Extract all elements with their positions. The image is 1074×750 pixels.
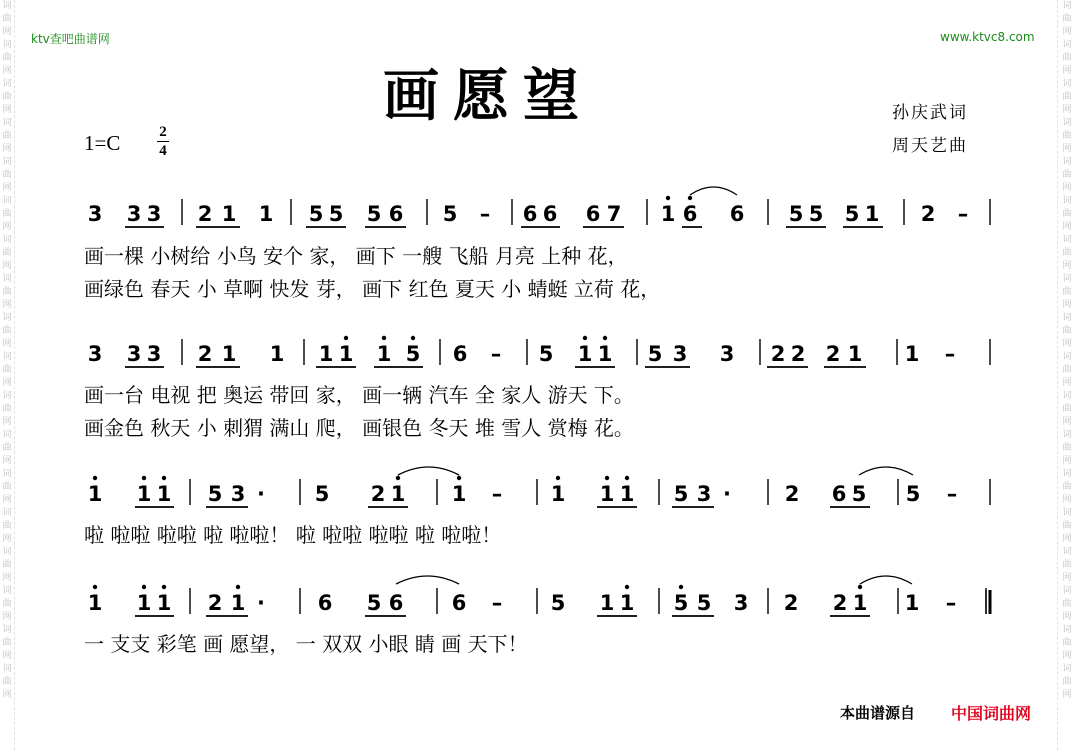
watermark-glyph: 网 [2, 144, 12, 154]
tie-arc [396, 576, 459, 584]
watermark-glyph: 曲 [2, 404, 12, 414]
watermark-glyph: 曲 [2, 326, 12, 336]
note-3: 3 [672, 342, 688, 366]
watermark-glyph: 词 [2, 79, 12, 89]
left-site-label: ktv查吧曲谱网 [31, 32, 110, 46]
watermark-glyph: 网 [2, 183, 12, 193]
tie-arc [860, 576, 912, 584]
note-dash: – [490, 342, 502, 366]
note-2: 2 [784, 482, 800, 506]
note-·: · [257, 482, 265, 506]
watermark-glyph: 曲 [2, 170, 12, 180]
watermark-glyph: 词 [1062, 118, 1072, 128]
note-6: 6 [451, 591, 467, 615]
octave-dot [605, 476, 609, 480]
watermark-glyph: 词 [2, 664, 12, 674]
watermark-glyph: 词 [2, 508, 12, 518]
note-dash: – [946, 482, 958, 506]
watermark-glyph: 网 [2, 612, 12, 622]
note-1: 1 [318, 342, 334, 366]
watermark-glyph: 词 [2, 157, 12, 167]
note-1: 1 [847, 342, 863, 366]
watermark-glyph: 词 [2, 391, 12, 401]
watermark-glyph: 词 [1062, 157, 1072, 167]
watermark-glyph: 曲 [2, 443, 12, 453]
watermark-glyph: 词 [1062, 625, 1072, 635]
watermark-glyph: 词 [1062, 79, 1072, 89]
octave-dot [858, 585, 862, 589]
watermark-glyph: 网 [1062, 222, 1072, 232]
watermark-glyph: 网 [2, 417, 12, 427]
watermark-glyph: 网 [1062, 456, 1072, 466]
watermark-glyph: 网 [1062, 261, 1072, 271]
watermark-glyph: 网 [1062, 534, 1072, 544]
note-1: 1 [87, 591, 103, 615]
watermark-glyph: 曲 [1062, 404, 1072, 414]
tie-arc [859, 467, 913, 475]
watermark-glyph: 曲 [1062, 170, 1072, 180]
watermark-glyph: 网 [2, 66, 12, 76]
watermark-glyph: 词 [1062, 547, 1072, 557]
watermark-glyph: 曲 [1062, 53, 1072, 63]
note-5: 5 [673, 591, 689, 615]
watermark-glyph: 网 [2, 651, 12, 661]
note-5: 5 [314, 482, 330, 506]
note-3: 3 [87, 202, 103, 226]
watermark-glyph: 曲 [2, 287, 12, 297]
watermark-glyph: 词 [1062, 1, 1072, 11]
watermark-glyph: 曲 [1062, 209, 1072, 219]
watermark-glyph: 网 [1062, 612, 1072, 622]
note-1: 1 [136, 591, 152, 615]
watermark-glyph: 曲 [2, 92, 12, 102]
note-1: 1 [597, 342, 613, 366]
watermark-glyph: 词 [2, 625, 12, 635]
watermark-glyph: 曲 [1062, 326, 1072, 336]
note-5: 5 [328, 202, 344, 226]
watermark-glyph: 曲 [2, 638, 12, 648]
note-1: 1 [338, 342, 354, 366]
watermark-glyph: 网 [1062, 417, 1072, 427]
note-6: 6 [729, 202, 745, 226]
watermark-glyph: 词 [1062, 313, 1072, 323]
note-5: 5 [696, 591, 712, 615]
note-1: 1 [660, 202, 676, 226]
note-1: 1 [156, 482, 172, 506]
note-6: 6 [388, 202, 404, 226]
note-3: 3 [719, 342, 735, 366]
watermark-glyph: 曲 [1062, 92, 1072, 102]
note-1: 1 [156, 591, 172, 615]
watermark-glyph: 曲 [1062, 443, 1072, 453]
watermark-glyph: 曲 [1062, 599, 1072, 609]
note-dash: – [491, 591, 503, 615]
octave-dot [583, 336, 587, 340]
watermark-glyph: 曲 [2, 482, 12, 492]
note-3: 3 [146, 202, 162, 226]
watermark-glyph: 词 [2, 40, 12, 50]
note-5: 5 [550, 591, 566, 615]
watermark-glyph: 网 [2, 378, 12, 388]
note-2: 2 [197, 202, 213, 226]
note-1: 1 [136, 482, 152, 506]
watermark-glyph: 词 [1062, 274, 1072, 284]
watermark-glyph: 网 [1062, 27, 1072, 37]
octave-dot [625, 476, 629, 480]
watermark-glyph: 网 [2, 105, 12, 115]
watermark-glyph: 网 [2, 300, 12, 310]
note-6: 6 [317, 591, 333, 615]
key-signature: 1=C [84, 131, 121, 155]
watermark-glyph: 词 [1062, 352, 1072, 362]
watermark-glyph: 词 [2, 313, 12, 323]
note-3: 3 [733, 591, 749, 615]
watermark-glyph: 词 [1062, 586, 1072, 596]
note-1: 1 [619, 591, 635, 615]
right-site-link[interactable]: www.ktvc8.com [940, 30, 1035, 44]
lyrics-system2-verse1: 画一台 电视 把 奥运 带回 家， 画一辆 汽车 全 家人 游天 下。 [84, 383, 634, 407]
watermark-glyph: 曲 [1062, 638, 1072, 648]
note-6: 6 [831, 482, 847, 506]
watermark-glyph: 曲 [2, 248, 12, 258]
tie-arc [690, 187, 737, 195]
watermark-glyph: 网 [2, 495, 12, 505]
composer-credit: 周天艺曲 [892, 136, 968, 156]
watermark-glyph: 网 [1062, 651, 1072, 661]
note-3: 3 [126, 202, 142, 226]
note-6: 6 [585, 202, 601, 226]
note-5: 5 [808, 202, 824, 226]
watermark-glyph: 词 [1062, 196, 1072, 206]
watermark-glyph: 曲 [2, 365, 12, 375]
note-1: 1 [599, 482, 615, 506]
note-1: 1 [550, 482, 566, 506]
octave-dot [666, 196, 670, 200]
note-1: 1 [230, 591, 246, 615]
octave-dot [457, 476, 461, 480]
note-·: · [257, 591, 265, 615]
time-signature-top: 2 [159, 124, 167, 140]
watermark-glyph: 词 [1062, 469, 1072, 479]
lyrics-system2-verse2: 画金色 秋天 小 刺猬 满山 爬， 画银色 冬天 堆 雪人 赏梅 花。 [84, 416, 634, 440]
watermark-glyph: 曲 [1062, 482, 1072, 492]
watermark-glyph: 网 [2, 339, 12, 349]
watermark-glyph: 词 [2, 547, 12, 557]
note-1: 1 [376, 342, 392, 366]
note-5: 5 [647, 342, 663, 366]
note-5: 5 [442, 202, 458, 226]
watermark-glyph: 网 [1062, 573, 1072, 583]
watermark-glyph: 网 [1062, 183, 1072, 193]
lyrics-system1-verse2: 画绿色 春天 小 草啊 快发 芽， 画下 红色 夏天 小 蜻蜓 立荷 花， [84, 277, 661, 301]
watermark-glyph: 曲 [2, 209, 12, 219]
note-2: 2 [770, 342, 786, 366]
watermark-glyph: 网 [2, 534, 12, 544]
watermark-glyph: 曲 [2, 677, 12, 687]
octave-dot [679, 585, 683, 589]
note-6: 6 [542, 202, 558, 226]
lyricist-credit: 孙庆武词 [892, 103, 968, 123]
note-5: 5 [405, 342, 421, 366]
tie-arc [398, 467, 459, 475]
watermark-glyph: 网 [1062, 66, 1072, 76]
watermark-glyph: 曲 [2, 560, 12, 570]
watermark-glyph: 词 [2, 274, 12, 284]
watermark-glyph: 曲 [1062, 248, 1072, 258]
time-signature-bottom: 4 [159, 143, 167, 159]
watermark-glyph: 网 [1062, 105, 1072, 115]
watermark-glyph: 曲 [1062, 131, 1072, 141]
note-6: 6 [522, 202, 538, 226]
note-3: 3 [696, 482, 712, 506]
octave-dot [142, 476, 146, 480]
watermark-glyph: 词 [1062, 664, 1072, 674]
octave-dot [93, 585, 97, 589]
octave-dot [162, 585, 166, 589]
octave-dot [93, 476, 97, 480]
note-6: 6 [452, 342, 468, 366]
note-dash: – [944, 342, 956, 366]
octave-dot [236, 585, 240, 589]
note-2: 2 [370, 482, 386, 506]
watermark-glyph: 网 [2, 261, 12, 271]
note-5: 5 [788, 202, 804, 226]
note-6: 6 [682, 202, 698, 226]
note-1: 1 [904, 342, 920, 366]
watermark-glyph: 词 [2, 118, 12, 128]
note-5: 5 [366, 202, 382, 226]
watermark-glyph: 词 [2, 586, 12, 596]
note-1: 1 [864, 202, 880, 226]
watermark-glyph: 网 [2, 573, 12, 583]
note-dash: – [957, 202, 969, 226]
note-dash: – [479, 202, 491, 226]
source-label: 本曲谱源自 [840, 704, 916, 722]
note-2: 2 [832, 591, 848, 615]
watermark-glyph: 网 [1062, 144, 1072, 154]
note-·: · [723, 482, 731, 506]
note-dash: – [491, 482, 503, 506]
watermark-glyph: 网 [2, 222, 12, 232]
octave-dot [625, 585, 629, 589]
note-2: 2 [197, 342, 213, 366]
note-dash: – [945, 591, 957, 615]
note-2: 2 [790, 342, 806, 366]
note-1: 1 [451, 482, 467, 506]
watermark-glyph: 网 [1062, 339, 1072, 349]
watermark-glyph: 网 [2, 456, 12, 466]
note-5: 5 [366, 591, 382, 615]
octave-dot [411, 336, 415, 340]
watermark-glyph: 曲 [1062, 287, 1072, 297]
watermark-glyph: 词 [2, 430, 12, 440]
lyrics-system1-verse1: 画一棵 小树给 小鸟 安个 家， 画下 一艘 飞船 月亮 上种 花， [84, 244, 628, 268]
note-1: 1 [221, 202, 237, 226]
octave-dot [556, 476, 560, 480]
watermark-glyph: 曲 [1062, 521, 1072, 531]
note-5: 5 [905, 482, 921, 506]
note-2: 2 [783, 591, 799, 615]
note-2: 2 [207, 591, 223, 615]
watermark-glyph: 曲 [1062, 677, 1072, 687]
lyrics-system3: 啦 啦啦 啦啦 啦 啦啦！ 啦 啦啦 啦啦 啦 啦啦！ [84, 523, 502, 547]
note-1: 1 [852, 591, 868, 615]
note-6: 6 [388, 591, 404, 615]
note-1: 1 [904, 591, 920, 615]
note-3: 3 [230, 482, 246, 506]
note-1: 1 [258, 202, 274, 226]
watermark-glyph: 网 [2, 690, 12, 700]
watermark-glyph: 词 [2, 469, 12, 479]
watermark-glyph: 网 [1062, 690, 1072, 700]
note-1: 1 [87, 482, 103, 506]
watermark-glyph: 曲 [1062, 560, 1072, 570]
watermark-glyph: 词 [2, 352, 12, 362]
octave-dot [688, 196, 692, 200]
watermark-glyph: 词 [1062, 508, 1072, 518]
note-5: 5 [207, 482, 223, 506]
note-5: 5 [308, 202, 324, 226]
watermark-glyph: 词 [1062, 391, 1072, 401]
note-7: 7 [606, 202, 622, 226]
note-2: 2 [920, 202, 936, 226]
watermark-glyph: 曲 [1062, 365, 1072, 375]
watermark-glyph: 网 [2, 27, 12, 37]
note-5: 5 [538, 342, 554, 366]
octave-dot [603, 336, 607, 340]
octave-dot [382, 336, 386, 340]
watermark-glyph: 网 [1062, 300, 1072, 310]
note-1: 1 [269, 342, 285, 366]
note-2: 2 [825, 342, 841, 366]
watermark-glyph: 词 [1062, 430, 1072, 440]
note-3: 3 [87, 342, 103, 366]
watermark-glyph: 词 [2, 1, 12, 11]
watermark-glyph: 词 [2, 196, 12, 206]
song-title: 画愿望 [383, 64, 593, 129]
watermark-glyph: 曲 [2, 599, 12, 609]
watermark-glyph: 网 [1062, 495, 1072, 505]
watermark-glyph: 词 [1062, 40, 1072, 50]
watermark-glyph: 词 [2, 235, 12, 245]
watermark-glyph: 曲 [2, 53, 12, 63]
source-site-link[interactable]: 中国词曲网 [951, 704, 1032, 723]
note-1: 1 [619, 482, 635, 506]
note-1: 1 [221, 342, 237, 366]
octave-dot [396, 476, 400, 480]
note-5: 5 [844, 202, 860, 226]
note-3: 3 [126, 342, 142, 366]
octave-dot [162, 476, 166, 480]
octave-dot [142, 585, 146, 589]
watermark-glyph: 曲 [2, 14, 12, 24]
watermark-glyph: 词 [1062, 235, 1072, 245]
octave-dot [344, 336, 348, 340]
note-1: 1 [599, 591, 615, 615]
note-5: 5 [673, 482, 689, 506]
watermark-glyph: 曲 [1062, 14, 1072, 24]
note-5: 5 [851, 482, 867, 506]
note-1: 1 [390, 482, 406, 506]
note-3: 3 [146, 342, 162, 366]
watermark-glyph: 曲 [2, 521, 12, 531]
watermark-glyph: 曲 [2, 131, 12, 141]
lyrics-system4: 一 支支 彩笔 画 愿望， 一 双双 小眼 睛 画 天下！ [84, 632, 528, 656]
watermark-glyph: 网 [1062, 378, 1072, 388]
note-1: 1 [577, 342, 593, 366]
